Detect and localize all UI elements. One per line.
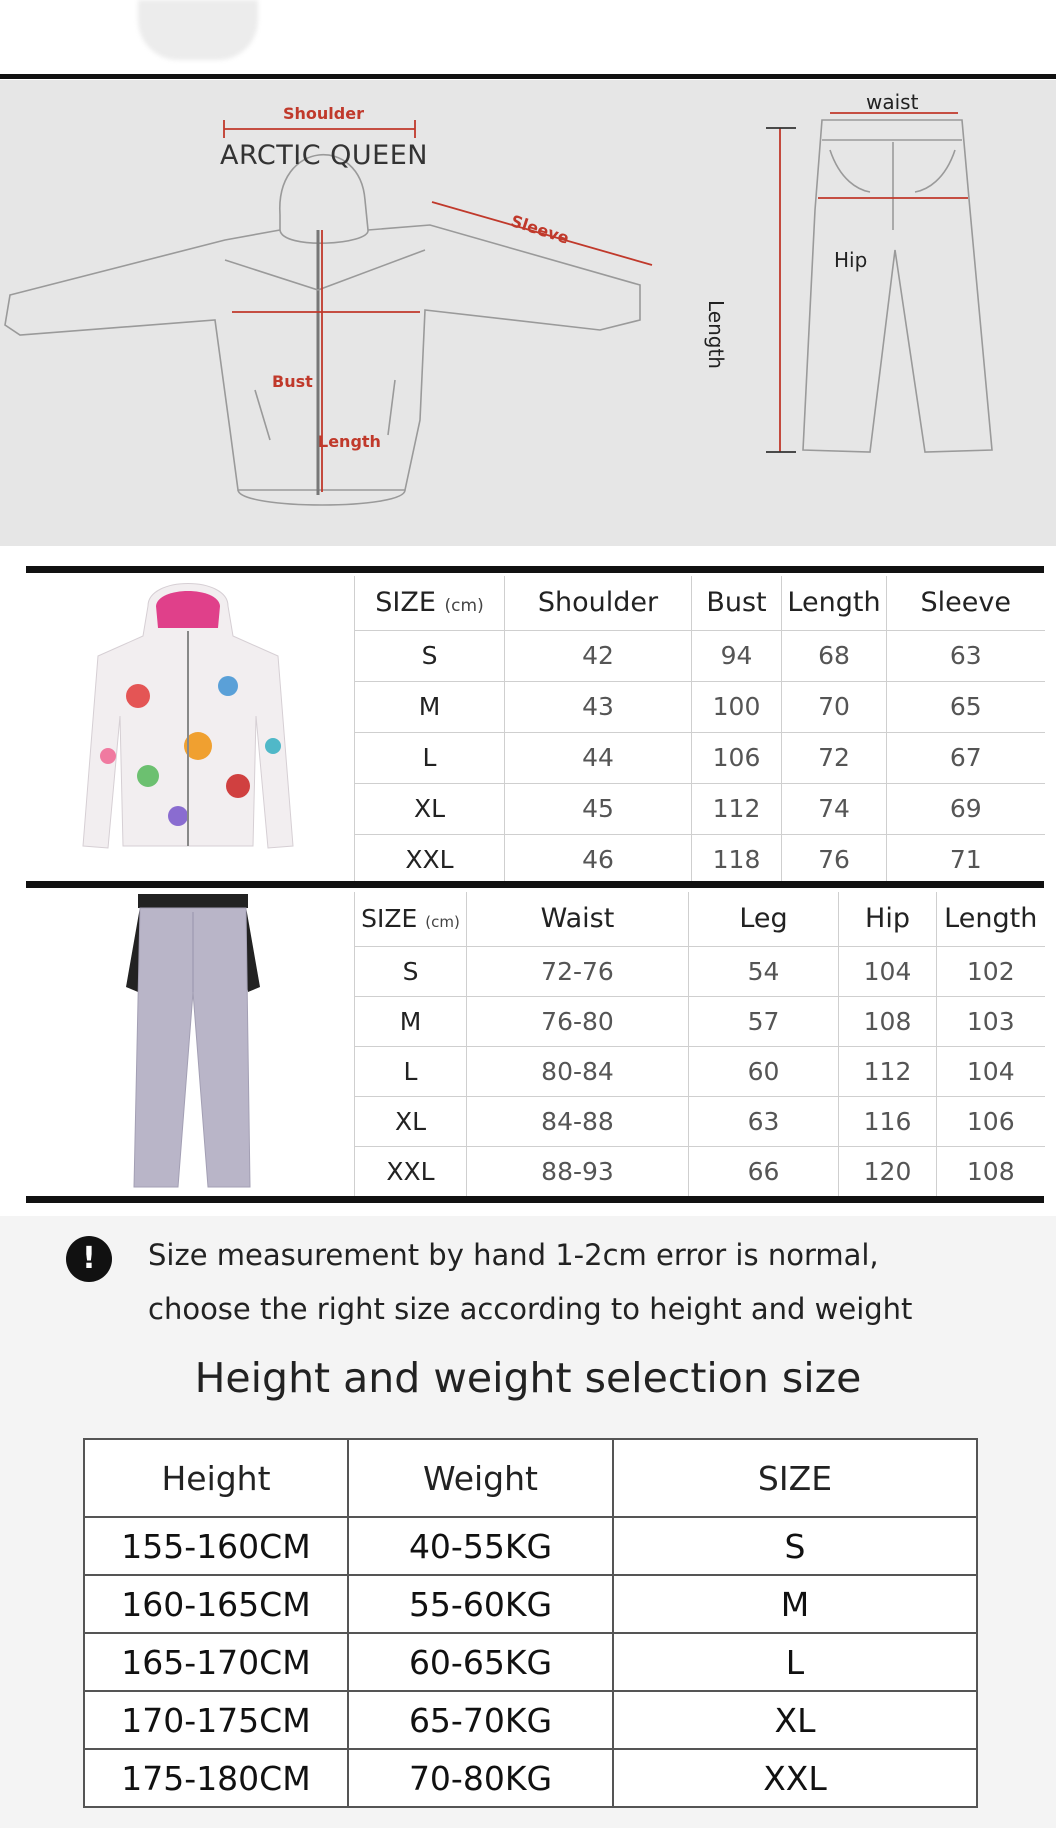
size-cell: L <box>355 732 505 783</box>
leg-cell: 63 <box>689 1096 839 1146</box>
table-row <box>355 681 1045 732</box>
length-cell: 108 <box>937 1146 1045 1196</box>
weight-header: Weight <box>348 1439 613 1517</box>
size-charts <box>0 546 1056 1216</box>
size-header <box>355 576 505 630</box>
hip-header: Hip <box>839 892 937 946</box>
size-cell: M <box>613 1575 977 1633</box>
leg-cell: 60 <box>689 1046 839 1096</box>
measurement-diagram <box>0 80 1056 546</box>
divider <box>26 1196 1044 1203</box>
jacket-product-image <box>78 576 298 876</box>
sleeve-cell: 71 <box>887 834 1045 885</box>
size-header-label: SIZE <box>361 904 418 934</box>
shoulder-label: Shoulder <box>283 104 364 123</box>
table-row <box>355 1146 1045 1196</box>
height-cell: 160-165CM <box>84 1575 348 1633</box>
note-line-2: choose the right size according to height and weight <box>148 1292 913 1326</box>
jacket-yoke <box>225 250 425 290</box>
bust-cell: 106 <box>692 732 782 783</box>
height-weight-table <box>83 1438 978 1808</box>
size-header <box>355 892 467 946</box>
size-cell: XL <box>355 783 505 834</box>
waist-header: Waist <box>467 892 689 946</box>
size-cell: XL <box>355 1096 467 1146</box>
table-row <box>355 630 1045 681</box>
hip-cell: 116 <box>839 1096 937 1146</box>
leg-cell: 54 <box>689 946 839 996</box>
waist-label: waist <box>866 90 919 114</box>
length-cell: 106 <box>937 1096 1045 1146</box>
length-cell: 68 <box>782 630 887 681</box>
length-cell: 102 <box>937 946 1045 996</box>
jacket-size-table <box>354 576 1045 885</box>
length-cell: 72 <box>782 732 887 783</box>
unit-label: (cm) <box>444 596 484 617</box>
weight-cell: 40-55KG <box>348 1517 613 1575</box>
table-row <box>355 996 1045 1046</box>
shoulder-header: Shoulder <box>505 576 692 630</box>
table-row <box>84 1691 977 1749</box>
table-row <box>355 946 1045 996</box>
hip-cell: 104 <box>839 946 937 996</box>
size-cell: M <box>355 681 505 732</box>
hip-label: Hip <box>834 248 868 272</box>
bust-header: Bust <box>692 576 782 630</box>
leg-header: Leg <box>689 892 839 946</box>
height-cell: 175-180CM <box>84 1749 348 1807</box>
sleeve-cell: 69 <box>887 783 1045 834</box>
size-cell: L <box>613 1633 977 1691</box>
partial-product-image <box>138 0 258 60</box>
size-cell: XXL <box>355 1146 467 1196</box>
exclamation-icon: ! <box>66 1236 112 1282</box>
shoulder-cell: 46 <box>505 834 692 885</box>
sleeve-label: Sleeve <box>508 211 572 248</box>
brand-name: ARCTIC QUEEN <box>220 140 428 171</box>
sleeve-header: Sleeve <box>887 576 1045 630</box>
bust-cell: 118 <box>692 834 782 885</box>
table-row <box>355 783 1045 834</box>
weight-cell: 70-80KG <box>348 1749 613 1807</box>
shoulder-cell: 43 <box>505 681 692 732</box>
hip-cell: 120 <box>839 1146 937 1196</box>
height-cell: 165-170CM <box>84 1633 348 1691</box>
length-cell: 104 <box>937 1046 1045 1096</box>
hip-cell: 108 <box>839 996 937 1046</box>
size-cell: S <box>355 630 505 681</box>
garment-outline-drawing <box>0 80 1056 546</box>
table-row <box>355 1046 1045 1096</box>
divider <box>0 74 1056 79</box>
shoulder-cell: 42 <box>505 630 692 681</box>
pants-outline <box>803 120 992 452</box>
waist-cell: 88-93 <box>467 1146 689 1196</box>
size-header: SIZE <box>613 1439 977 1517</box>
jacket-pocket-right <box>388 380 395 435</box>
length-cell: 76 <box>782 834 887 885</box>
length-cell: 74 <box>782 783 887 834</box>
table-row <box>84 1749 977 1807</box>
table-row <box>84 1633 977 1691</box>
shoulder-cell: 45 <box>505 783 692 834</box>
sleeve-cell: 67 <box>887 732 1045 783</box>
pants-pocket-right <box>915 150 955 192</box>
weight-cell: 65-70KG <box>348 1691 613 1749</box>
sleeve-cell: 65 <box>887 681 1045 732</box>
bust-label: Bust <box>272 372 313 391</box>
waist-cell: 84-88 <box>467 1096 689 1146</box>
waist-cell: 76-80 <box>467 996 689 1046</box>
table-row <box>355 834 1045 885</box>
pants-product-image <box>118 892 268 1192</box>
size-cell: M <box>355 996 467 1046</box>
unit-label: (cm) <box>425 913 460 932</box>
size-header-label: SIZE <box>375 587 436 619</box>
size-cell: S <box>613 1517 977 1575</box>
pants-size-table <box>354 892 1045 1196</box>
shoulder-cell: 44 <box>505 732 692 783</box>
hip-cell: 112 <box>839 1046 937 1096</box>
leg-cell: 57 <box>689 996 839 1046</box>
length-cell: 103 <box>937 996 1045 1046</box>
size-cell: S <box>355 946 467 996</box>
size-cell: XL <box>613 1691 977 1749</box>
section-title: Height and weight selection size <box>194 1354 862 1402</box>
size-cell: L <box>355 1046 467 1096</box>
waist-cell: 80-84 <box>467 1046 689 1096</box>
sleeve-cell: 63 <box>887 630 1045 681</box>
length-cell: 70 <box>782 681 887 732</box>
height-header: Height <box>84 1439 348 1517</box>
bust-cell: 94 <box>692 630 782 681</box>
divider <box>26 881 1044 888</box>
table-row <box>84 1517 977 1575</box>
height-cell: 155-160CM <box>84 1517 348 1575</box>
pants-length-label: Length <box>704 300 728 369</box>
waist-cell: 72-76 <box>467 946 689 996</box>
size-guidance <box>0 1216 1056 1828</box>
pants-pocket-left <box>830 150 870 192</box>
top-strip <box>0 0 1056 80</box>
note-line-1: Size measurement by hand 1-2cm error is normal, <box>148 1238 879 1272</box>
bust-cell: 112 <box>692 783 782 834</box>
size-cell: XXL <box>613 1749 977 1807</box>
weight-cell: 60-65KG <box>348 1633 613 1691</box>
height-cell: 170-175CM <box>84 1691 348 1749</box>
divider <box>26 566 1044 573</box>
leg-cell: 66 <box>689 1146 839 1196</box>
jacket-pocket-left <box>255 390 270 440</box>
table-row <box>355 732 1045 783</box>
table-row <box>84 1575 977 1633</box>
weight-cell: 55-60KG <box>348 1575 613 1633</box>
length-header: Length <box>782 576 887 630</box>
jacket-hem-outline <box>238 490 405 505</box>
table-row <box>355 1096 1045 1146</box>
jacket-length-label: Length <box>318 432 381 451</box>
bust-cell: 100 <box>692 681 782 732</box>
length-header: Length <box>937 892 1045 946</box>
size-cell: XXL <box>355 834 505 885</box>
